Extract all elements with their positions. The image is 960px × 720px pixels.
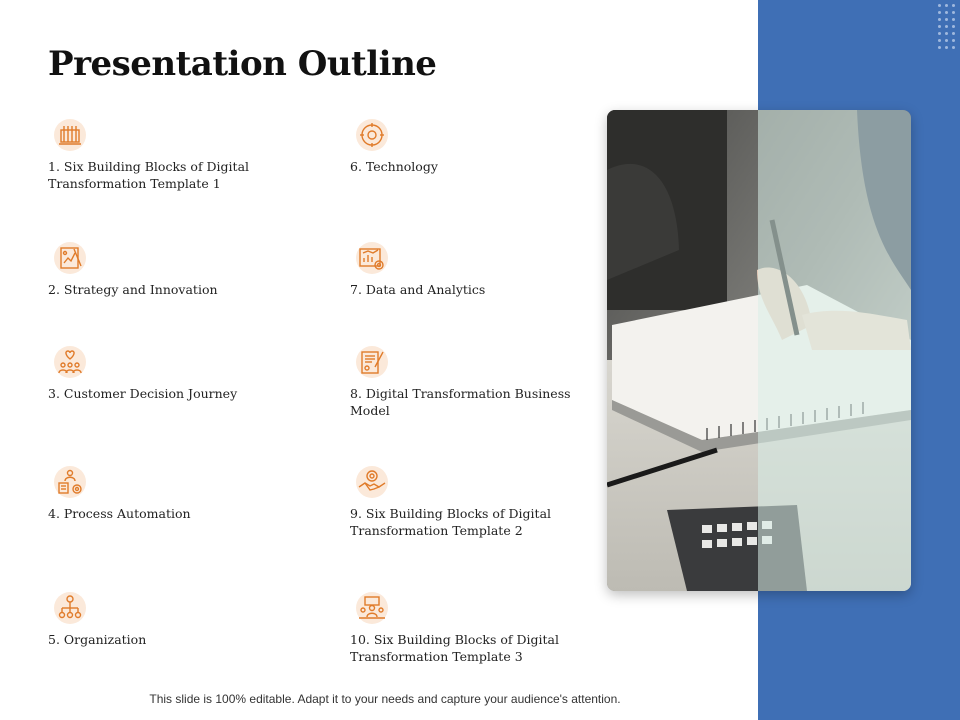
workspace-photo [607,110,911,591]
technology-gear-icon [350,118,394,152]
building-blocks-icon [48,118,92,152]
outline-item-label: 8. Digital Transformation Business Model [350,386,571,418]
page-title: Presentation Outline [48,44,437,84]
outline-item-label: 1. Six Building Blocks of Digital Transformation Template 1 [48,159,250,191]
analytics-icon [350,241,394,275]
customer-journey-icon [48,345,92,379]
outline-item-label: 7. Data and Analytics [350,282,486,297]
team-meeting-icon [350,591,394,625]
outline-item-label: 5. Organization [48,632,147,647]
outline-item-label: 9. Six Building Blocks of Digital Transformation Template 2 [350,506,552,538]
dot-pattern [936,2,960,54]
footer-note: This slide is 100% editable. Adapt it to your needs and capture your audience's attention. [149,692,621,706]
outline-item-label: 10. Six Building Blocks of Digital Transformation Template 3 [350,632,559,664]
business-model-icon [350,345,394,379]
outline-item-label: 6. Technology [350,159,438,174]
handshake-gear-icon [350,465,394,499]
outline-item-label: 4. Process Automation [48,506,191,521]
outline-item-label: 2. Strategy and Innovation [48,282,218,297]
strategy-icon [48,241,92,275]
process-automation-icon [48,465,92,499]
organization-icon [48,591,92,625]
outline-item-label: 3. Customer Decision Journey [48,386,238,401]
